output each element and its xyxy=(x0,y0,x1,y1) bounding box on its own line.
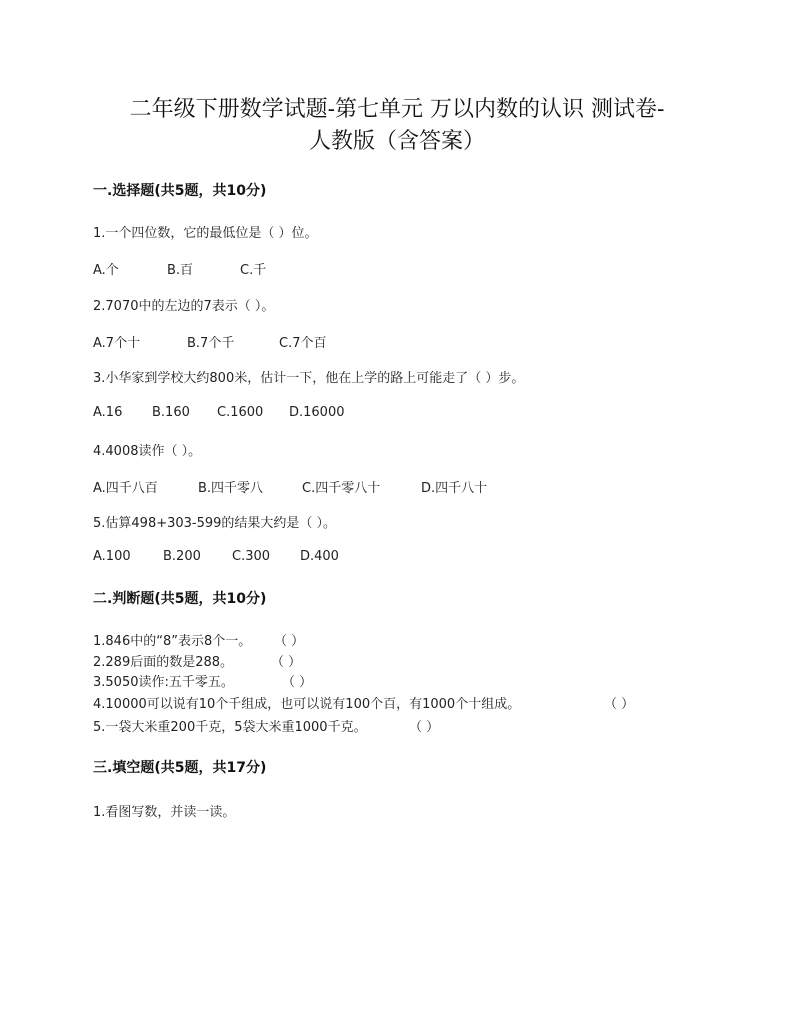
choice-q4-option-b: B.四千零八 xyxy=(198,481,264,496)
judge-item-4-parentheses: （ ） xyxy=(604,697,635,712)
choice-q1-option-b: B.百 xyxy=(167,263,194,278)
choice-question-5: 5.估算498+303-599的结果大约是（ ）。 xyxy=(93,516,337,531)
judge-item-4 xyxy=(93,693,635,712)
judge-item-5 xyxy=(93,716,440,735)
judge-item-1-parentheses: （ ） xyxy=(274,634,305,649)
choice-q4-option-c: C.四千零八十 xyxy=(302,481,381,496)
choice-q5-option-d: D.400 xyxy=(300,549,339,564)
choice-question-2: 2.7070中的左边的7表示（ ）。 xyxy=(93,299,275,314)
choice-q3-option-a: A.16 xyxy=(93,405,123,420)
choice-q5-option-a: A.100 xyxy=(93,549,131,564)
judge-item-5-parentheses: （ ） xyxy=(409,720,440,735)
judge-item-3-text: 3.5050读作:五千零五。 xyxy=(93,675,234,690)
page-title-line-1: 二年级下册数学试题-第七单元 万以内数的认识 测试卷- xyxy=(129,97,665,122)
choice-q1-option-a: A.个 xyxy=(93,263,119,278)
choice-question-3: 3.小华家到学校大约800米，估计一下，他在上学的路上可能走了（ ）步。 xyxy=(93,371,525,386)
choice-q1-option-c: C.千 xyxy=(240,263,267,278)
judge-item-5-text: 5.一袋大米重200千克，5袋大米重1000千克。 xyxy=(93,720,367,735)
judge-item-4-text: 4.10000可以说有10个千组成，也可以说有100个百，有1000个十组成。 xyxy=(93,697,521,712)
section-heading-fill: 三.填空题(共5题，共17分) xyxy=(93,760,267,776)
choice-question-1: 1.一个四位数，它的最低位是（ ）位。 xyxy=(93,226,318,241)
choice-q3-option-d: D.16000 xyxy=(289,405,345,420)
judge-item-2-text: 2.289后面的数是288。 xyxy=(93,655,234,670)
page-title-line-2: 人教版（含答案） xyxy=(308,129,485,154)
choice-q4-option-a: A.四千八百 xyxy=(93,481,158,496)
section-heading-choice: 一.选择题(共5题，共10分) xyxy=(93,183,267,199)
choice-q4-option-d: D.四千八十 xyxy=(421,481,488,496)
choice-q2-option-b: B.7个千 xyxy=(187,336,235,351)
choice-q3-option-b: B.160 xyxy=(152,405,190,420)
choice-question-4: 4.4008读作（ ）。 xyxy=(93,444,202,459)
choice-q3-option-c: C.1600 xyxy=(217,405,264,420)
judge-item-2 xyxy=(93,651,302,670)
judge-item-3 xyxy=(93,671,313,690)
judge-item-1 xyxy=(93,630,305,649)
fill-question-1: 1.看图写数，并读一读。 xyxy=(93,805,236,820)
section-heading-judge: 二.判断题(共5题，共10分) xyxy=(93,591,267,607)
choice-q2-option-c: C.7个百 xyxy=(279,336,327,351)
choice-q2-option-a: A.7个十 xyxy=(93,336,141,351)
judge-item-1-text: 1.846中的“8”表示8个一。 xyxy=(93,634,252,649)
choice-q5-option-c: C.300 xyxy=(232,549,271,564)
choice-q5-option-b: B.200 xyxy=(163,549,201,564)
judge-item-3-parentheses: （ ） xyxy=(282,675,313,690)
judge-item-2-parentheses: （ ） xyxy=(271,655,302,670)
